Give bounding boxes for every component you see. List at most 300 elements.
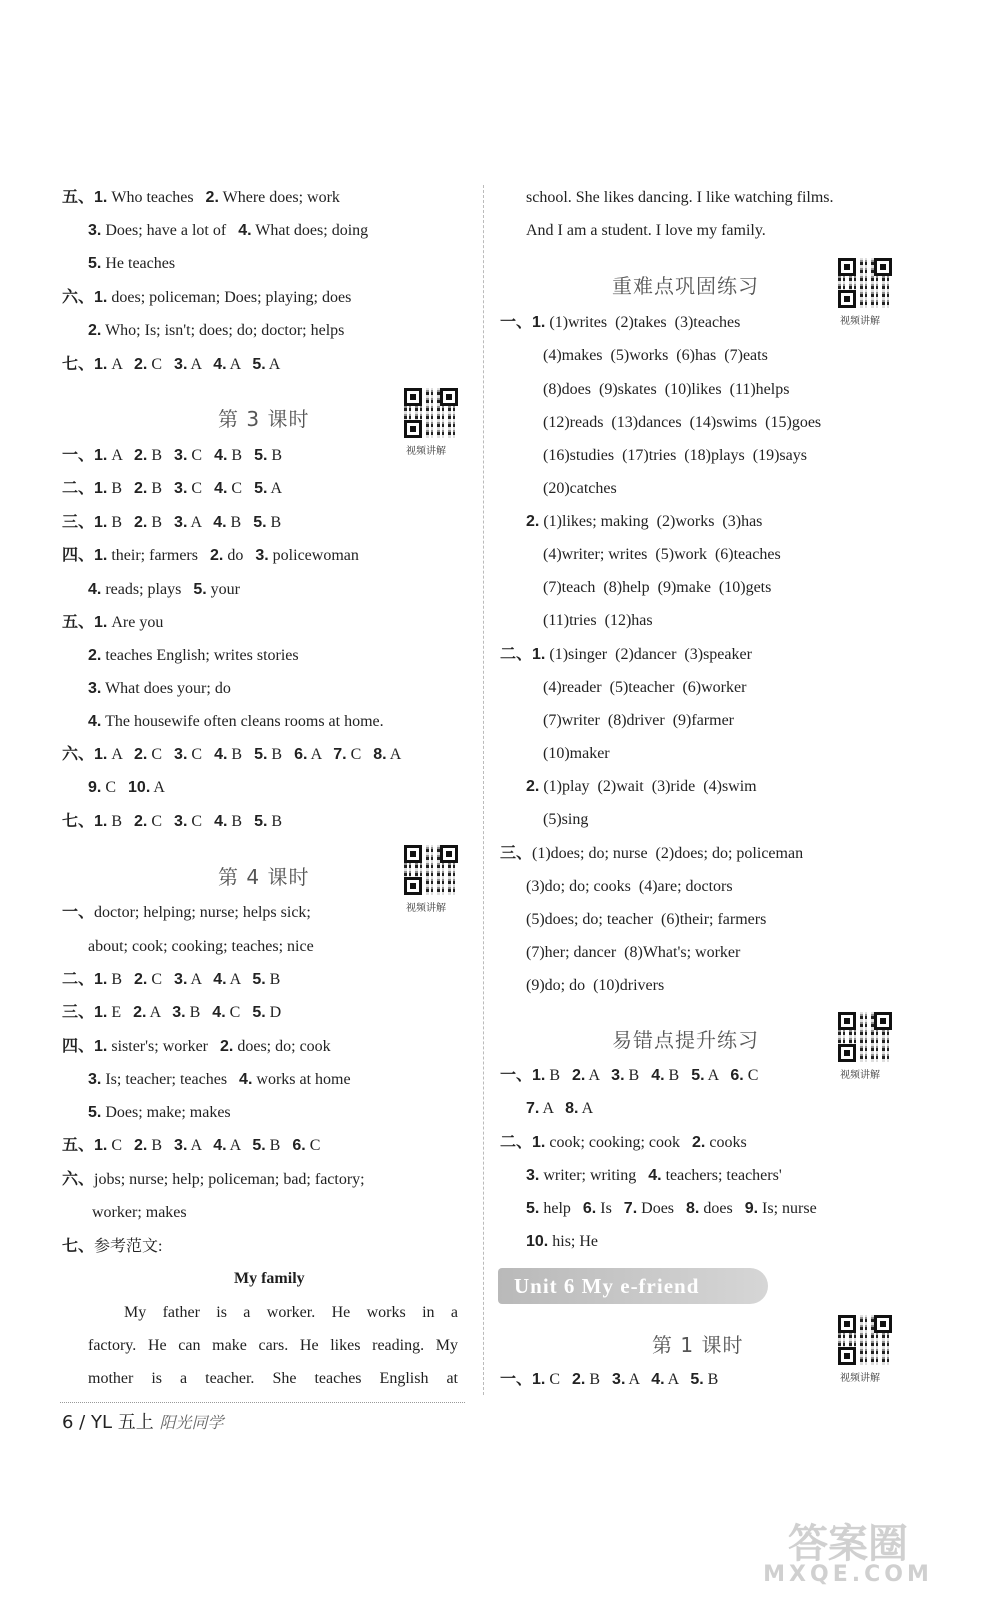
item-number: 4. bbox=[214, 813, 228, 830]
qr-finder-icon bbox=[404, 388, 422, 406]
right-answer-line bbox=[500, 844, 803, 864]
item-number: 1. bbox=[532, 1371, 546, 1388]
answer-text: (20)catches bbox=[543, 480, 617, 497]
question-section-label: 二、 bbox=[500, 1134, 533, 1151]
essay-line: mother is a teacher. She teaches English at bbox=[88, 1370, 458, 1387]
item-number: 8. bbox=[373, 746, 387, 763]
answer-text: about; cook; cooking; teaches; nice bbox=[88, 938, 314, 955]
answer-text: cook; cooking; cook bbox=[549, 1134, 680, 1151]
left-answer-line bbox=[62, 903, 311, 923]
answer-text: What does your; do bbox=[105, 680, 231, 697]
footer-rule bbox=[60, 1402, 465, 1403]
answer-text: B bbox=[151, 1137, 163, 1154]
answer-text: A bbox=[149, 1004, 161, 1021]
left-answer-line bbox=[62, 613, 163, 633]
question-section-label: 一、 bbox=[500, 314, 533, 331]
answer-text: (7)teach (8)help (9)make (10)gets bbox=[543, 579, 772, 596]
qr-label: 视频讲解 bbox=[406, 903, 446, 914]
question-section-label: 六、 bbox=[62, 1171, 95, 1188]
item-number: 3. bbox=[174, 480, 188, 497]
answer-text: B bbox=[111, 480, 123, 497]
item-number: 1. bbox=[94, 356, 108, 373]
right-answer-line bbox=[543, 380, 789, 400]
answer-text: B bbox=[231, 447, 243, 464]
item-number: 5. bbox=[193, 581, 207, 598]
right-answer-line bbox=[500, 1133, 747, 1153]
right-answer-line bbox=[500, 313, 740, 333]
item-number: 1. bbox=[94, 514, 108, 531]
answer-text: A bbox=[229, 1137, 241, 1154]
watermark bbox=[723, 1521, 973, 1594]
answer-text: C bbox=[309, 1137, 321, 1154]
section-heading: 第 4 课时 bbox=[218, 865, 310, 889]
answer-text: school. She likes dancing. I like watching films. bbox=[526, 189, 834, 206]
answer-text: 参考范文: bbox=[94, 1238, 163, 1255]
item-number: 4. bbox=[239, 1071, 253, 1088]
answer-text: his; He bbox=[552, 1233, 599, 1250]
item-number: 3. bbox=[174, 356, 188, 373]
left-answer-line bbox=[88, 937, 314, 957]
item-number: 5. bbox=[690, 1371, 704, 1388]
answer-text: A bbox=[542, 1100, 554, 1117]
question-section-label: 四、 bbox=[62, 1038, 95, 1055]
qr-finder-icon bbox=[838, 1315, 856, 1333]
unit-banner: Unit 6 My e-friend bbox=[498, 1268, 768, 1304]
answer-text: A bbox=[389, 746, 402, 763]
answer-text: (1)does; do; nurse (2)does; do; policeman bbox=[532, 845, 804, 862]
section-heading: 第 1 课时 bbox=[652, 1333, 744, 1357]
answer-text: C bbox=[151, 356, 163, 373]
right-answer-line bbox=[543, 578, 771, 598]
answer-text: B bbox=[151, 480, 163, 497]
qr-finder-icon bbox=[404, 877, 422, 895]
item-number: 2. bbox=[134, 1137, 148, 1154]
right-answer-line bbox=[526, 877, 733, 897]
item-number: 5. bbox=[691, 1067, 705, 1084]
item-number: 1. bbox=[94, 189, 108, 206]
question-section-label: 三、 bbox=[62, 1004, 95, 1021]
item-number: 4. bbox=[213, 971, 227, 988]
item-number: 9. bbox=[88, 779, 102, 796]
answer-text: A bbox=[153, 779, 165, 796]
answer-text: (1)likes; making (2)works (3)has bbox=[543, 513, 763, 530]
right-answer-line bbox=[543, 711, 734, 731]
item-number: 5. bbox=[526, 1200, 540, 1217]
answer-text: C bbox=[191, 813, 203, 830]
item-number: 1. bbox=[532, 314, 546, 331]
item-number: 5. bbox=[254, 746, 268, 763]
item-number: 2. bbox=[572, 1371, 586, 1388]
item-number: 2. bbox=[88, 647, 102, 664]
item-number: 5. bbox=[252, 971, 266, 988]
item-number: 3. bbox=[174, 971, 188, 988]
left-answer-line bbox=[88, 1103, 231, 1123]
answer-text: your bbox=[210, 581, 240, 598]
answer-text: (5)does; do; teacher (6)their; farmers bbox=[526, 911, 767, 928]
question-section-label: 七、 bbox=[62, 813, 95, 830]
right-answer-line bbox=[526, 910, 766, 930]
answer-text: does; policeman; Does; playing; does bbox=[111, 289, 352, 306]
question-section-label: 六、 bbox=[62, 746, 95, 763]
answer-text: (1)writes (2)takes (3)teaches bbox=[549, 314, 741, 331]
qr-label: 视频讲解 bbox=[406, 446, 446, 457]
left-answer-line bbox=[62, 1003, 281, 1023]
item-number: 5. bbox=[254, 480, 268, 497]
brand-logo: 阳光同学 bbox=[159, 1413, 224, 1432]
answer-text: B bbox=[589, 1371, 601, 1388]
right-answer-line bbox=[543, 479, 617, 499]
answer-text: B bbox=[111, 813, 123, 830]
answer-text: B bbox=[111, 514, 123, 531]
right-answer-line bbox=[526, 777, 757, 797]
qr-finder-icon bbox=[838, 1044, 856, 1062]
answer-text: do bbox=[227, 547, 244, 564]
qr-finder-icon bbox=[838, 258, 856, 276]
left-answer-line bbox=[88, 1070, 351, 1090]
answer-text: does bbox=[703, 1200, 733, 1217]
answer-text: (7)her; dancer (8)What's; worker bbox=[526, 944, 741, 961]
qr-finder-icon bbox=[440, 388, 458, 406]
item-number: 4. bbox=[213, 356, 227, 373]
left-answer-line bbox=[62, 513, 281, 533]
qr-finder-icon bbox=[838, 1347, 856, 1365]
item-number: 5. bbox=[254, 447, 268, 464]
qr-finder-icon bbox=[838, 290, 856, 308]
left-answer-line bbox=[62, 970, 280, 990]
question-section-label: 五、 bbox=[62, 614, 95, 631]
answer-text: A bbox=[111, 356, 123, 373]
answer-text: (12)reads (13)dances (14)swims (15)goes bbox=[543, 414, 822, 431]
right-answer-line bbox=[543, 678, 746, 698]
item-number: 1. bbox=[94, 447, 108, 464]
answer-text: (4)writer; writes (5)work (6)teaches bbox=[543, 546, 781, 563]
section-heading: 易错点提升练习 bbox=[612, 1028, 759, 1052]
item-number: 3. bbox=[526, 1167, 540, 1184]
right-answer-line bbox=[543, 346, 768, 366]
right-answer-line bbox=[500, 1066, 758, 1086]
item-number: 3. bbox=[612, 1371, 626, 1388]
answer-text: does; do; cook bbox=[237, 1038, 331, 1055]
item-number: 3. bbox=[174, 514, 188, 531]
left-answer-line bbox=[62, 745, 401, 765]
answer-text: worker; makes bbox=[92, 1204, 187, 1221]
question-section-label: 三、 bbox=[500, 845, 533, 862]
item-number: 1. bbox=[94, 813, 108, 830]
answer-text: C bbox=[350, 746, 362, 763]
item-number: 2. bbox=[209, 547, 224, 564]
item-number: 4. bbox=[651, 1067, 665, 1084]
answer-text: Who; Is; isn't; does; do; doctor; helps bbox=[105, 322, 345, 339]
essay-line: My father is a worker. He works in a bbox=[124, 1304, 458, 1321]
answer-text: C bbox=[105, 779, 117, 796]
left-answer-line bbox=[62, 1170, 365, 1190]
answer-text: teachers; teachers' bbox=[665, 1167, 782, 1184]
answer-text: (4)makes (5)works (6)has (7)eats bbox=[543, 347, 768, 364]
right-answer-line bbox=[543, 810, 588, 830]
item-number: 2. bbox=[134, 514, 148, 531]
right-answer-line bbox=[500, 645, 752, 665]
item-number: 2. bbox=[133, 1004, 147, 1021]
item-number: 10. bbox=[526, 1233, 549, 1250]
question-section-label: 一、 bbox=[62, 904, 95, 921]
item-number: 4. bbox=[214, 480, 228, 497]
answer-text: (3)do; do; cooks (4)are; doctors bbox=[526, 878, 733, 895]
answer-text: A bbox=[229, 356, 241, 373]
section-heading: 第 3 课时 bbox=[218, 407, 310, 431]
item-number: 1. bbox=[94, 1137, 108, 1154]
question-section-label: 一、 bbox=[62, 447, 95, 464]
footer bbox=[62, 1408, 223, 1434]
answer-text: B bbox=[271, 746, 283, 763]
answer-text: C bbox=[151, 813, 163, 830]
question-section-label: 六、 bbox=[62, 289, 95, 306]
item-number: 2. bbox=[572, 1067, 586, 1084]
answer-text: Where does; work bbox=[222, 189, 340, 206]
qr-label: 视频讲解 bbox=[840, 1070, 880, 1081]
question-section-label: 二、 bbox=[62, 480, 95, 497]
question-section-label: 一、 bbox=[500, 1371, 533, 1388]
item-number: 3. bbox=[88, 222, 102, 239]
answer-text: A bbox=[190, 356, 202, 373]
answer-text: B bbox=[151, 514, 163, 531]
item-number: 1. bbox=[94, 480, 108, 497]
item-number: 5. bbox=[252, 1004, 266, 1021]
right-answer-line bbox=[526, 512, 762, 532]
essay-line: factory. He can make cars. He likes reading. My bbox=[88, 1337, 458, 1354]
answer-text: C bbox=[191, 447, 203, 464]
right-answer-line bbox=[526, 1199, 817, 1219]
answer-text: cooks bbox=[709, 1134, 747, 1151]
qr-finder-icon bbox=[874, 258, 892, 276]
answer-text: A bbox=[667, 1371, 679, 1388]
right-answer-line bbox=[543, 545, 781, 565]
item-number: 4. bbox=[213, 1137, 227, 1154]
question-section-label: 二、 bbox=[500, 646, 533, 663]
answer-text: sister's; worker bbox=[111, 1038, 208, 1055]
item-number: 4. bbox=[88, 581, 102, 598]
answer-text: B bbox=[271, 447, 283, 464]
right-answer-line bbox=[500, 1370, 718, 1390]
qr-label: 视频讲解 bbox=[840, 1373, 880, 1384]
answer-text: E bbox=[111, 1004, 122, 1021]
qr-code-icon[interactable] bbox=[838, 1315, 892, 1365]
left-answer-line bbox=[88, 221, 368, 241]
question-section-label: 五、 bbox=[62, 189, 95, 206]
question-section-label: 三、 bbox=[62, 514, 95, 531]
left-answer-line bbox=[88, 679, 231, 699]
answer-text: (8)does (9)skates (10)likes (11)helps bbox=[543, 381, 790, 398]
answer-text: Is bbox=[600, 1200, 612, 1217]
answer-text: B bbox=[270, 514, 282, 531]
item-number: 3. bbox=[611, 1067, 625, 1084]
right-answer-line bbox=[543, 413, 821, 433]
right-answer-line bbox=[543, 611, 653, 631]
answer-text: (10)maker bbox=[543, 745, 610, 762]
left-answer-line bbox=[62, 188, 340, 208]
right-answer-line bbox=[526, 943, 740, 963]
left-answer-line bbox=[88, 778, 165, 798]
item-number: 5. bbox=[88, 255, 102, 272]
item-number: 4. bbox=[648, 1167, 662, 1184]
left-answer-line bbox=[62, 1037, 331, 1057]
section-heading: 重难点巩固练习 bbox=[612, 274, 759, 298]
answer-text: C bbox=[229, 1004, 241, 1021]
qr-finder-icon bbox=[404, 420, 422, 438]
answer-text: A bbox=[310, 746, 322, 763]
answer-text: B bbox=[151, 447, 163, 464]
qr-code-icon[interactable] bbox=[404, 388, 458, 438]
answer-text: Does bbox=[641, 1200, 675, 1217]
answer-text: A bbox=[270, 480, 283, 497]
answer-text: C bbox=[747, 1067, 759, 1084]
answer-text: A bbox=[268, 356, 281, 373]
right-answer-line bbox=[526, 1232, 598, 1252]
answer-text: (11)tries (12)has bbox=[543, 612, 653, 629]
answer-text: B bbox=[111, 971, 123, 988]
item-number: 2. bbox=[526, 778, 540, 795]
qr-label: 视频讲解 bbox=[840, 316, 880, 327]
left-answer-line bbox=[62, 288, 351, 308]
item-number: 4. bbox=[213, 514, 227, 531]
qr-finder-icon bbox=[404, 845, 422, 863]
item-number: 3. bbox=[174, 447, 188, 464]
answer-text: He teaches bbox=[105, 255, 176, 272]
answer-text: A bbox=[111, 447, 123, 464]
answer-text: (1)singer (2)dancer (3)speaker bbox=[549, 646, 752, 663]
answer-text: B bbox=[549, 1067, 561, 1084]
left-answer-line bbox=[88, 580, 240, 600]
right-answer-line bbox=[526, 1099, 593, 1119]
item-number: 2. bbox=[134, 356, 148, 373]
answer-text: What does; doing bbox=[255, 222, 369, 239]
answer-text: C bbox=[231, 480, 243, 497]
left-answer-line bbox=[88, 712, 384, 732]
answer-text: A bbox=[581, 1100, 594, 1117]
item-number: 3. bbox=[88, 680, 102, 697]
item-number: 1. bbox=[94, 1004, 108, 1021]
left-answer-line bbox=[62, 446, 282, 466]
right-answer-line bbox=[526, 188, 834, 208]
answer-text: C bbox=[111, 1137, 123, 1154]
item-number: 1. bbox=[94, 1038, 108, 1055]
answer-text: B bbox=[231, 746, 243, 763]
qr-finder-icon bbox=[440, 845, 458, 863]
answer-text: policewoman bbox=[272, 547, 359, 564]
item-number: 2. bbox=[134, 480, 148, 497]
watermark-url: MXQE.COM bbox=[763, 1562, 933, 1587]
left-answer-line bbox=[88, 321, 344, 341]
left-answer-line bbox=[62, 355, 280, 375]
answer-text: C bbox=[151, 746, 163, 763]
left-answer-line bbox=[62, 812, 282, 832]
item-number: 2. bbox=[134, 971, 148, 988]
item-number: 7. bbox=[333, 746, 347, 763]
answer-text: Are you bbox=[111, 614, 164, 631]
item-number: 3. bbox=[174, 746, 188, 763]
item-number: 2. bbox=[134, 447, 148, 464]
answer-text: A bbox=[190, 971, 202, 988]
answer-text: Is; nurse bbox=[762, 1200, 817, 1217]
qr-code-icon[interactable] bbox=[838, 1012, 892, 1062]
item-number: 8. bbox=[565, 1100, 579, 1117]
answer-text: Is; teacher; teaches bbox=[105, 1071, 228, 1088]
left-answer-line bbox=[88, 254, 175, 274]
item-number: 7. bbox=[526, 1100, 540, 1117]
right-answer-line bbox=[543, 744, 610, 764]
column-divider bbox=[483, 185, 484, 1395]
answer-text: C bbox=[191, 746, 203, 763]
answer-text: B bbox=[230, 514, 242, 531]
item-number: 1. bbox=[532, 1067, 546, 1084]
answer-text: A bbox=[111, 746, 123, 763]
item-number: 2. bbox=[134, 813, 148, 830]
item-number: 3. bbox=[255, 547, 269, 564]
left-answer-line bbox=[62, 546, 359, 566]
item-number: 1. bbox=[94, 614, 108, 631]
answer-text: B bbox=[269, 971, 281, 988]
answer-text: doctor; helping; nurse; helps sick; bbox=[94, 904, 311, 921]
left-answer-line bbox=[62, 1136, 320, 1156]
answer-text: A bbox=[588, 1067, 600, 1084]
qr-code-icon[interactable] bbox=[404, 845, 458, 895]
item-number: 1. bbox=[532, 1134, 546, 1151]
qr-finder-icon bbox=[838, 1012, 856, 1030]
item-number: 3. bbox=[88, 1071, 102, 1088]
item-number: 3. bbox=[172, 1004, 186, 1021]
item-number: 1. bbox=[94, 547, 108, 564]
item-number: 6. bbox=[730, 1067, 744, 1084]
item-number: 8. bbox=[686, 1200, 700, 1217]
question-section-label: 二、 bbox=[62, 971, 95, 988]
answer-text: C bbox=[151, 971, 163, 988]
answer-text: A bbox=[707, 1067, 719, 1084]
answer-text: B bbox=[707, 1371, 719, 1388]
question-section-label: 五、 bbox=[62, 1137, 95, 1154]
item-number: 9. bbox=[744, 1200, 759, 1217]
answer-text: A bbox=[190, 514, 202, 531]
answer-text: The housewife often cleans rooms at home. bbox=[105, 713, 384, 730]
answer-text: C bbox=[191, 480, 203, 497]
item-number: 2. bbox=[205, 189, 219, 206]
answer-text: B bbox=[231, 813, 243, 830]
qr-code-icon[interactable] bbox=[838, 258, 892, 308]
item-number: 2. bbox=[220, 1038, 234, 1055]
item-number: 1. bbox=[94, 746, 108, 763]
answer-text: B bbox=[189, 1004, 201, 1021]
answer-text: Does; make; makes bbox=[105, 1104, 231, 1121]
answer-text: A bbox=[229, 971, 241, 988]
question-section-label: 七、 bbox=[62, 356, 95, 373]
answer-text: (9)do; do (10)drivers bbox=[526, 977, 665, 994]
right-answer-line bbox=[526, 1166, 782, 1186]
answer-text: jobs; nurse; help; policeman; bad; factory; bbox=[94, 1171, 365, 1188]
item-number: 5. bbox=[252, 1137, 266, 1154]
answer-text: A bbox=[628, 1371, 640, 1388]
item-number: 4. bbox=[238, 222, 252, 239]
item-number: 1. bbox=[532, 646, 546, 663]
answer-text: (16)studies (17)tries (18)plays (19)says bbox=[543, 447, 807, 464]
item-number: 3. bbox=[174, 813, 188, 830]
answer-text: (5)sing bbox=[543, 811, 589, 828]
item-number: 4. bbox=[214, 746, 228, 763]
right-answer-line bbox=[526, 976, 664, 996]
answer-text: B bbox=[271, 813, 283, 830]
item-number: 5. bbox=[254, 813, 268, 830]
watermark-text: 答案圈 bbox=[788, 1521, 908, 1567]
answer-text: writer; writing bbox=[543, 1167, 637, 1184]
right-answer-line bbox=[526, 221, 766, 241]
qr-finder-icon bbox=[874, 1315, 892, 1333]
